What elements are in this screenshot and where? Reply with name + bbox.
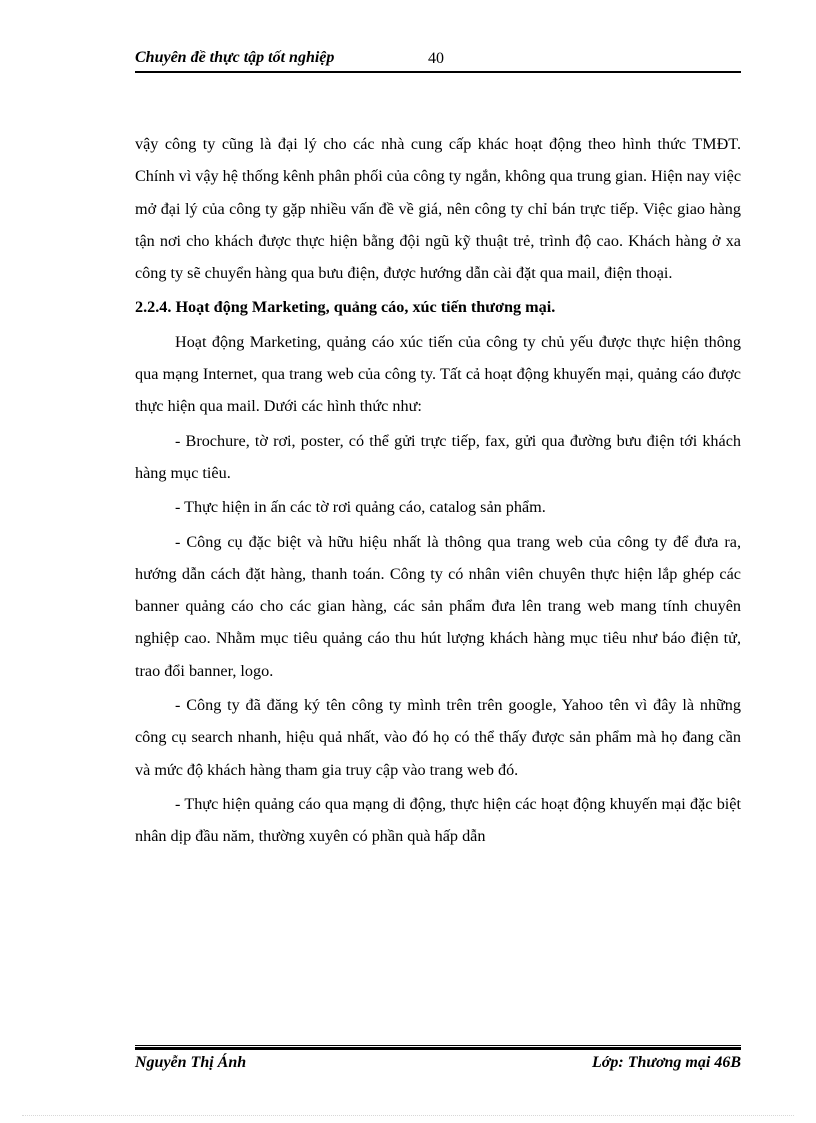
page-footer — [135, 1045, 741, 1079]
paragraph-marketing-intro: Hoạt động Marketing, quảng cáo xúc tiến của công ty chủ yếu được thực hiện thông qua mạng Internet, qua trang web của công ty. Tất cả hoạt động khuyến mại, quảng cáo được thực hiện qua mail. Dưới các hình thức như: — [135, 332, 741, 416]
page-number: 40 — [428, 50, 444, 67]
list-item-brochure: - Brochure, tờ rơi, poster, có thể gửi trực tiếp, fax, gửi qua đường bưu điện tới khách hàng mục tiêu. — [135, 431, 741, 482]
footer-rule — [135, 1045, 741, 1050]
author-name: Nguyễn Thị Ánh — [135, 1054, 247, 1071]
list-item-search-engines: - Công ty đã đăng ký tên công ty mình trên trên google, Yahoo tên vì đây là những công cụ search nhanh, hiệu quả nhất, vào đó họ có thể thấy được sản phẩm mà họ đang cần và mức độ khách hàng tham gia truy cập vào trang web đó. — [135, 696, 741, 779]
document-title: Chuyên đề thực tập tốt nghiệp — [135, 49, 335, 66]
page-header — [135, 49, 741, 73]
page-body — [135, 128, 741, 853]
header-rule — [135, 71, 741, 73]
list-item-printing: - Thực hiện in ấn các tờ rơi quảng cáo, catalog sản phẩm. — [175, 498, 546, 517]
paragraph-distribution: vậy công ty cũng là đại lý cho các nhà cung cấp khác hoạt động theo hình thức TMĐT. Chính vì vậy hệ thống kênh phân phối của công ty ngắn, không qua trung gian. Hiện nay việc mở đại lý của công ty gặp nhiều vấn đề về giá, nên công ty chỉ bán trực tiếp. Việc giao hàng tận nơi cho khách được thực hiện bằng đội ngũ kỹ thuật trẻ, trình độ cao. Khách hàng ở xa công ty sẽ chuyển hàng qua bưu điện, được hướng dẫn cài đặt qua mail, điện thoại. — [135, 135, 742, 283]
list-item-website: - Công cụ đặc biệt và hữu hiệu nhất là thông qua trang web của công ty để đưa ra, hướng dẫn cách đặt hàng, thanh toán. Công ty có nhân viên chuyên thực hiện lắp ghép các banner quảng cáo cho các gian hàng, các sản phẩm đưa lên trang web mang tính chuyên nghiệp cao. Nhằm mục tiêu quảng cáo thu hút lượng khách hàng mục tiêu như báo điện tử, trao đổi banner, logo. — [135, 532, 741, 680]
class-label: Lớp: Thương mại 46B — [592, 1054, 741, 1071]
list-item-mobile-ads: - Thực hiện quảng cáo qua mạng di động, thực hiện các hoạt động khuyến mại đặc biệt nhân dịp đầu năm, thường xuyên có phần quà hấp dẫn — [135, 794, 741, 846]
page-edge-dots — [22, 1115, 794, 1116]
section-heading: 2.2.4. Hoạt động Marketing, quảng cáo, xúc tiến thương mại. — [135, 298, 556, 317]
